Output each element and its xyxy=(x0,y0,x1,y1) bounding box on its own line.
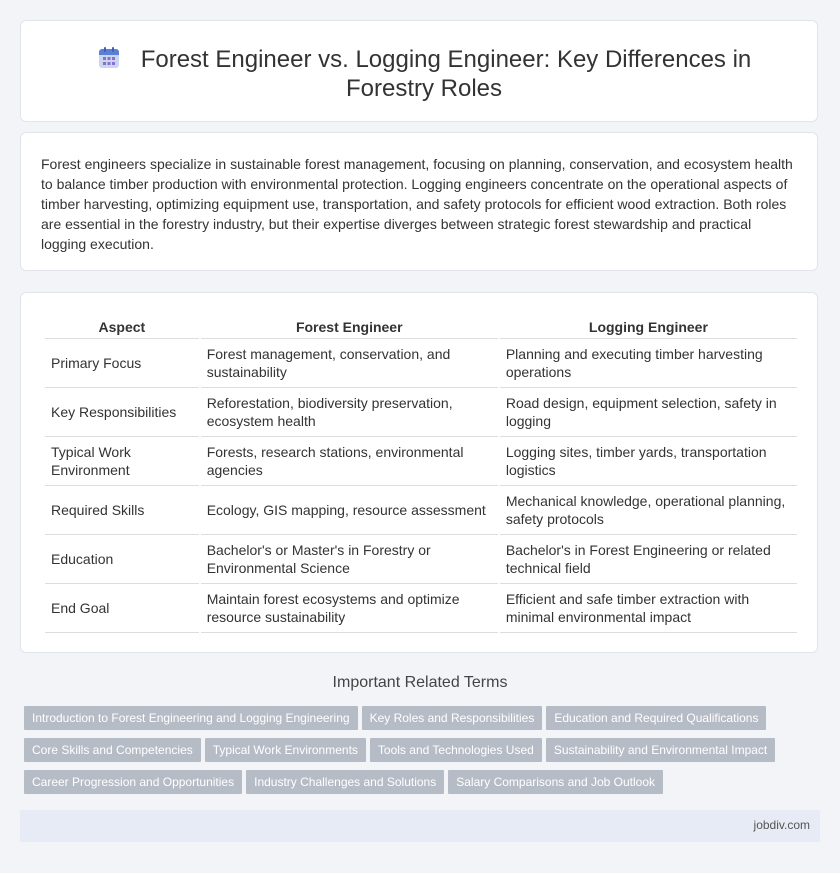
row-logging: Mechanical knowledge, operational planning, safety protocols xyxy=(500,486,797,535)
row-logging: Bachelor's in Forest Engineering or related technical field xyxy=(500,535,797,584)
related-term-tag[interactable]: Key Roles and Responsibilities xyxy=(362,706,543,730)
table-header-row xyxy=(45,316,797,339)
related-term-tag[interactable]: Sustainability and Environmental Impact xyxy=(546,738,775,762)
table-row xyxy=(45,388,797,437)
row-logging: Logging sites, timber yards, transportation logistics xyxy=(500,437,797,486)
related-terms-list xyxy=(24,706,814,802)
calendar-icon xyxy=(97,46,121,70)
header-forest-engineer: Forest Engineer xyxy=(201,316,498,339)
footer-site-link[interactable]: jobdiv.com xyxy=(753,818,810,832)
row-aspect: Typical Work Environment xyxy=(45,437,199,486)
row-aspect: Key Responsibilities xyxy=(45,388,199,437)
intro-text: Forest engineers specialize in sustainable forest management, focusing on planning, conservation, and ecosystem health to balance timber production with environmental protection. Logging engineers concentrate on the operational aspects of timber harvesting, optimizing equipment use, transportation, and safety protocols for efficient wood extraction. Both roles are essential in the forestry industry, but their expertise diverges between strategic forest stewardship and practical logging execution. xyxy=(41,156,793,252)
page-title xyxy=(51,45,797,103)
header-aspect: Aspect xyxy=(45,316,199,339)
table-row xyxy=(45,437,797,486)
row-logging: Planning and executing timber harvesting operations xyxy=(500,339,797,388)
page-title-text: Forest Engineer vs. Logging Engineer: Key Differences in Forestry Roles xyxy=(140,46,752,102)
row-forest: Forests, research stations, environmental agencies xyxy=(201,437,498,486)
header-card xyxy=(20,20,818,122)
table-row xyxy=(45,535,797,584)
row-logging: Road design, equipment selection, safety in logging xyxy=(500,388,797,437)
related-term-tag[interactable]: Education and Required Qualifications xyxy=(546,706,766,730)
related-term-tag[interactable]: Tools and Technologies Used xyxy=(370,738,542,762)
related-term-tag[interactable]: Core Skills and Competencies xyxy=(24,738,201,762)
row-forest: Forest management, conservation, and sustainability xyxy=(201,339,498,388)
footer-bar xyxy=(20,810,820,842)
row-logging: Efficient and safe timber extraction with minimal environmental impact xyxy=(500,584,797,633)
comparison-table xyxy=(43,316,799,633)
row-forest: Reforestation, biodiversity preservation, ecosystem health xyxy=(201,388,498,437)
related-terms-title: Important Related Terms xyxy=(332,674,508,691)
related-term-tag[interactable]: Industry Challenges and Solutions xyxy=(246,770,444,794)
row-aspect: End Goal xyxy=(45,584,199,633)
row-aspect: Primary Focus xyxy=(45,339,199,388)
row-forest: Maintain forest ecosystems and optimize resource sustainability xyxy=(201,584,498,633)
header-logging-engineer: Logging Engineer xyxy=(500,316,797,339)
related-term-tag[interactable]: Typical Work Environments xyxy=(205,738,366,762)
row-aspect: Required Skills xyxy=(45,486,199,535)
table-row xyxy=(45,486,797,535)
row-aspect: Education xyxy=(45,535,199,584)
row-forest: Ecology, GIS mapping, resource assessment xyxy=(201,486,498,535)
related-term-tag[interactable]: Introduction to Forest Engineering and Logging Engineering xyxy=(24,706,358,730)
comparison-card xyxy=(20,292,818,653)
related-term-tag[interactable]: Salary Comparisons and Job Outlook xyxy=(448,770,663,794)
intro-card xyxy=(20,132,818,271)
table-row xyxy=(45,339,797,388)
related-term-tag[interactable]: Career Progression and Opportunities xyxy=(24,770,242,794)
table-row xyxy=(45,584,797,633)
row-forest: Bachelor's or Master's in Forestry or Environmental Science xyxy=(201,535,498,584)
